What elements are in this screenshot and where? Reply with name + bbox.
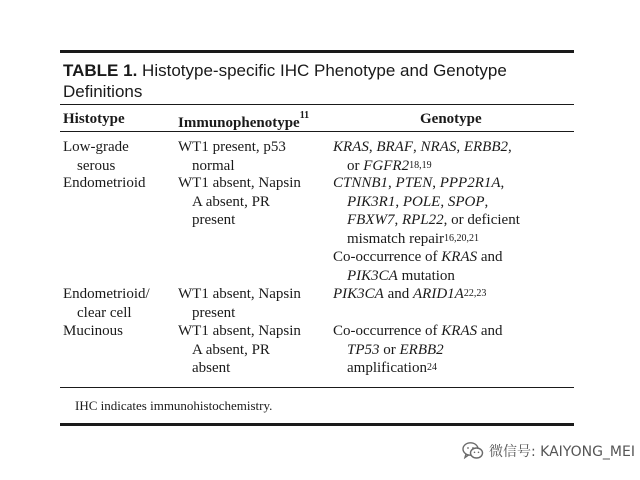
genotype-line xyxy=(333,157,512,176)
header-histotype xyxy=(63,110,125,128)
genotype-line xyxy=(333,285,486,304)
genotype-line xyxy=(333,174,520,193)
genotype-line xyxy=(333,359,503,378)
genotype-text: and xyxy=(477,249,503,265)
genotype-text: , xyxy=(395,193,403,210)
immunophenotype-cell-line: present xyxy=(192,212,236,228)
table-title xyxy=(63,60,573,102)
immunophenotype-cell-line: A absent, PR xyxy=(192,193,270,210)
gene-name: TP53 xyxy=(347,341,380,358)
header-histotype-label: Histotype xyxy=(63,111,125,127)
gene-name: FBXW7 xyxy=(347,212,395,228)
gene-name: SPOP xyxy=(447,193,485,210)
genotype-line xyxy=(333,341,503,360)
gene-name: KRAS xyxy=(441,249,478,265)
header-genotype-label: Genotype xyxy=(420,111,482,127)
header-divider xyxy=(60,131,574,132)
genotype-cell xyxy=(333,138,512,175)
reference-superscript: 24 xyxy=(426,362,437,373)
immunophenotype-cell xyxy=(178,138,286,175)
gene-name: PPP2R1A xyxy=(439,175,501,191)
histotype-cell-line: Low-grade xyxy=(63,139,129,155)
immunophenotype-cell-line: WT1 absent, Napsin xyxy=(178,175,301,191)
genotype-text: , xyxy=(394,212,402,228)
genotype-line xyxy=(333,138,512,157)
wechat-icon xyxy=(462,441,484,461)
genotype-cell xyxy=(333,285,486,304)
genotype-text: Co-occurrence of xyxy=(333,249,442,265)
header-immunophenotype-ref: 11 xyxy=(299,110,310,121)
gene-name: KRAS xyxy=(333,139,369,155)
gene-name: POLE xyxy=(402,193,441,210)
histotype-cell-line: Endometrioid/ xyxy=(63,286,150,302)
genotype-text: , xyxy=(368,139,377,155)
gene-name: PIK3R1 xyxy=(347,193,396,210)
genotype-text: or xyxy=(347,157,364,174)
genotype-text: , xyxy=(432,175,440,191)
genotype-text: or xyxy=(379,341,400,358)
table-title-label: TABLE 1. xyxy=(63,61,138,80)
genotype-text: , xyxy=(500,175,505,191)
gene-name: PTEN xyxy=(395,175,433,191)
reference-superscript: 18,19 xyxy=(409,159,432,171)
gene-name: ERBB2 xyxy=(399,341,444,358)
immunophenotype-cell-line: WT1 present, p53 xyxy=(178,139,286,155)
gene-name: PIK3CA xyxy=(333,286,384,302)
footnote-bottom-rule xyxy=(60,423,574,426)
table-footnote: IHC indicates immunohistochemistry. xyxy=(75,398,273,413)
gene-name: FGFR2 xyxy=(363,157,410,174)
histotype-cell xyxy=(63,322,123,341)
genotype-text: , or deficient xyxy=(443,212,520,228)
gene-name: CTNNB1 xyxy=(333,175,389,191)
header-immunophenotype xyxy=(178,110,309,132)
genotype-line xyxy=(333,193,520,212)
histotype-cell xyxy=(63,138,129,175)
table-title-text: Histotype-specific IHC Phenotype and Genotype Definitions xyxy=(63,61,507,101)
genotype-text: Co-occurrence of xyxy=(333,323,442,339)
immunophenotype-cell-line: A absent, PR xyxy=(192,341,270,358)
gene-name: RPL22 xyxy=(401,212,444,228)
immunophenotype-cell-line: absent xyxy=(192,360,231,376)
header-genotype xyxy=(420,110,482,128)
title-divider xyxy=(60,104,574,105)
immunophenotype-cell-line: WT1 absent, Napsin xyxy=(178,286,301,302)
genotype-text: , xyxy=(440,193,448,210)
gene-name: ARID1A xyxy=(413,286,464,302)
genotype-cell xyxy=(333,174,520,285)
table-top-rule xyxy=(60,50,574,53)
genotype-text: mutation xyxy=(397,267,455,284)
genotype-text: , xyxy=(484,193,489,210)
immunophenotype-cell-line: normal xyxy=(192,157,235,174)
histotype-cell xyxy=(63,174,146,193)
histotype-cell-line: serous xyxy=(77,157,116,174)
gene-name: BRAF xyxy=(376,139,413,155)
table-bottom-rule xyxy=(60,387,574,388)
gene-name: ERBB2 xyxy=(463,139,508,155)
immunophenotype-cell xyxy=(178,174,301,230)
reference-superscript: 22,23 xyxy=(463,288,487,299)
genotype-text: and xyxy=(477,323,503,339)
genotype-line xyxy=(333,322,503,341)
genotype-line xyxy=(333,230,520,249)
genotype-text: amplification xyxy=(347,360,427,376)
immunophenotype-cell xyxy=(178,322,301,378)
watermark xyxy=(462,441,635,461)
gene-name: NRAS xyxy=(420,139,457,155)
watermark-text: 微信号: KAIYONG_MEI xyxy=(489,444,635,460)
immunophenotype-cell xyxy=(178,285,301,322)
genotype-cell xyxy=(333,322,503,378)
header-immunophenotype-label: Immunophenotype xyxy=(178,115,300,131)
histotype-cell-line: Mucinous xyxy=(63,323,123,339)
genotype-line xyxy=(333,267,520,286)
genotype-text: , xyxy=(413,139,421,155)
reference-superscript: 16,20,21 xyxy=(444,232,480,244)
genotype-text: and xyxy=(383,286,414,302)
histotype-cell-line: clear cell xyxy=(77,304,132,321)
immunophenotype-cell-line: present xyxy=(192,304,236,321)
histotype-cell xyxy=(63,285,150,322)
genotype-line xyxy=(333,248,520,267)
genotype-text: , xyxy=(508,139,512,155)
genotype-text: , xyxy=(456,139,464,155)
genotype-line xyxy=(333,211,520,230)
genotype-text: , xyxy=(388,175,396,191)
immunophenotype-cell-line: WT1 absent, Napsin xyxy=(178,323,301,339)
gene-name: KRAS xyxy=(441,323,478,339)
genotype-text: mismatch repair xyxy=(347,230,445,247)
gene-name: PIK3CA xyxy=(347,267,398,284)
histotype-cell-line: Endometrioid xyxy=(63,175,146,191)
